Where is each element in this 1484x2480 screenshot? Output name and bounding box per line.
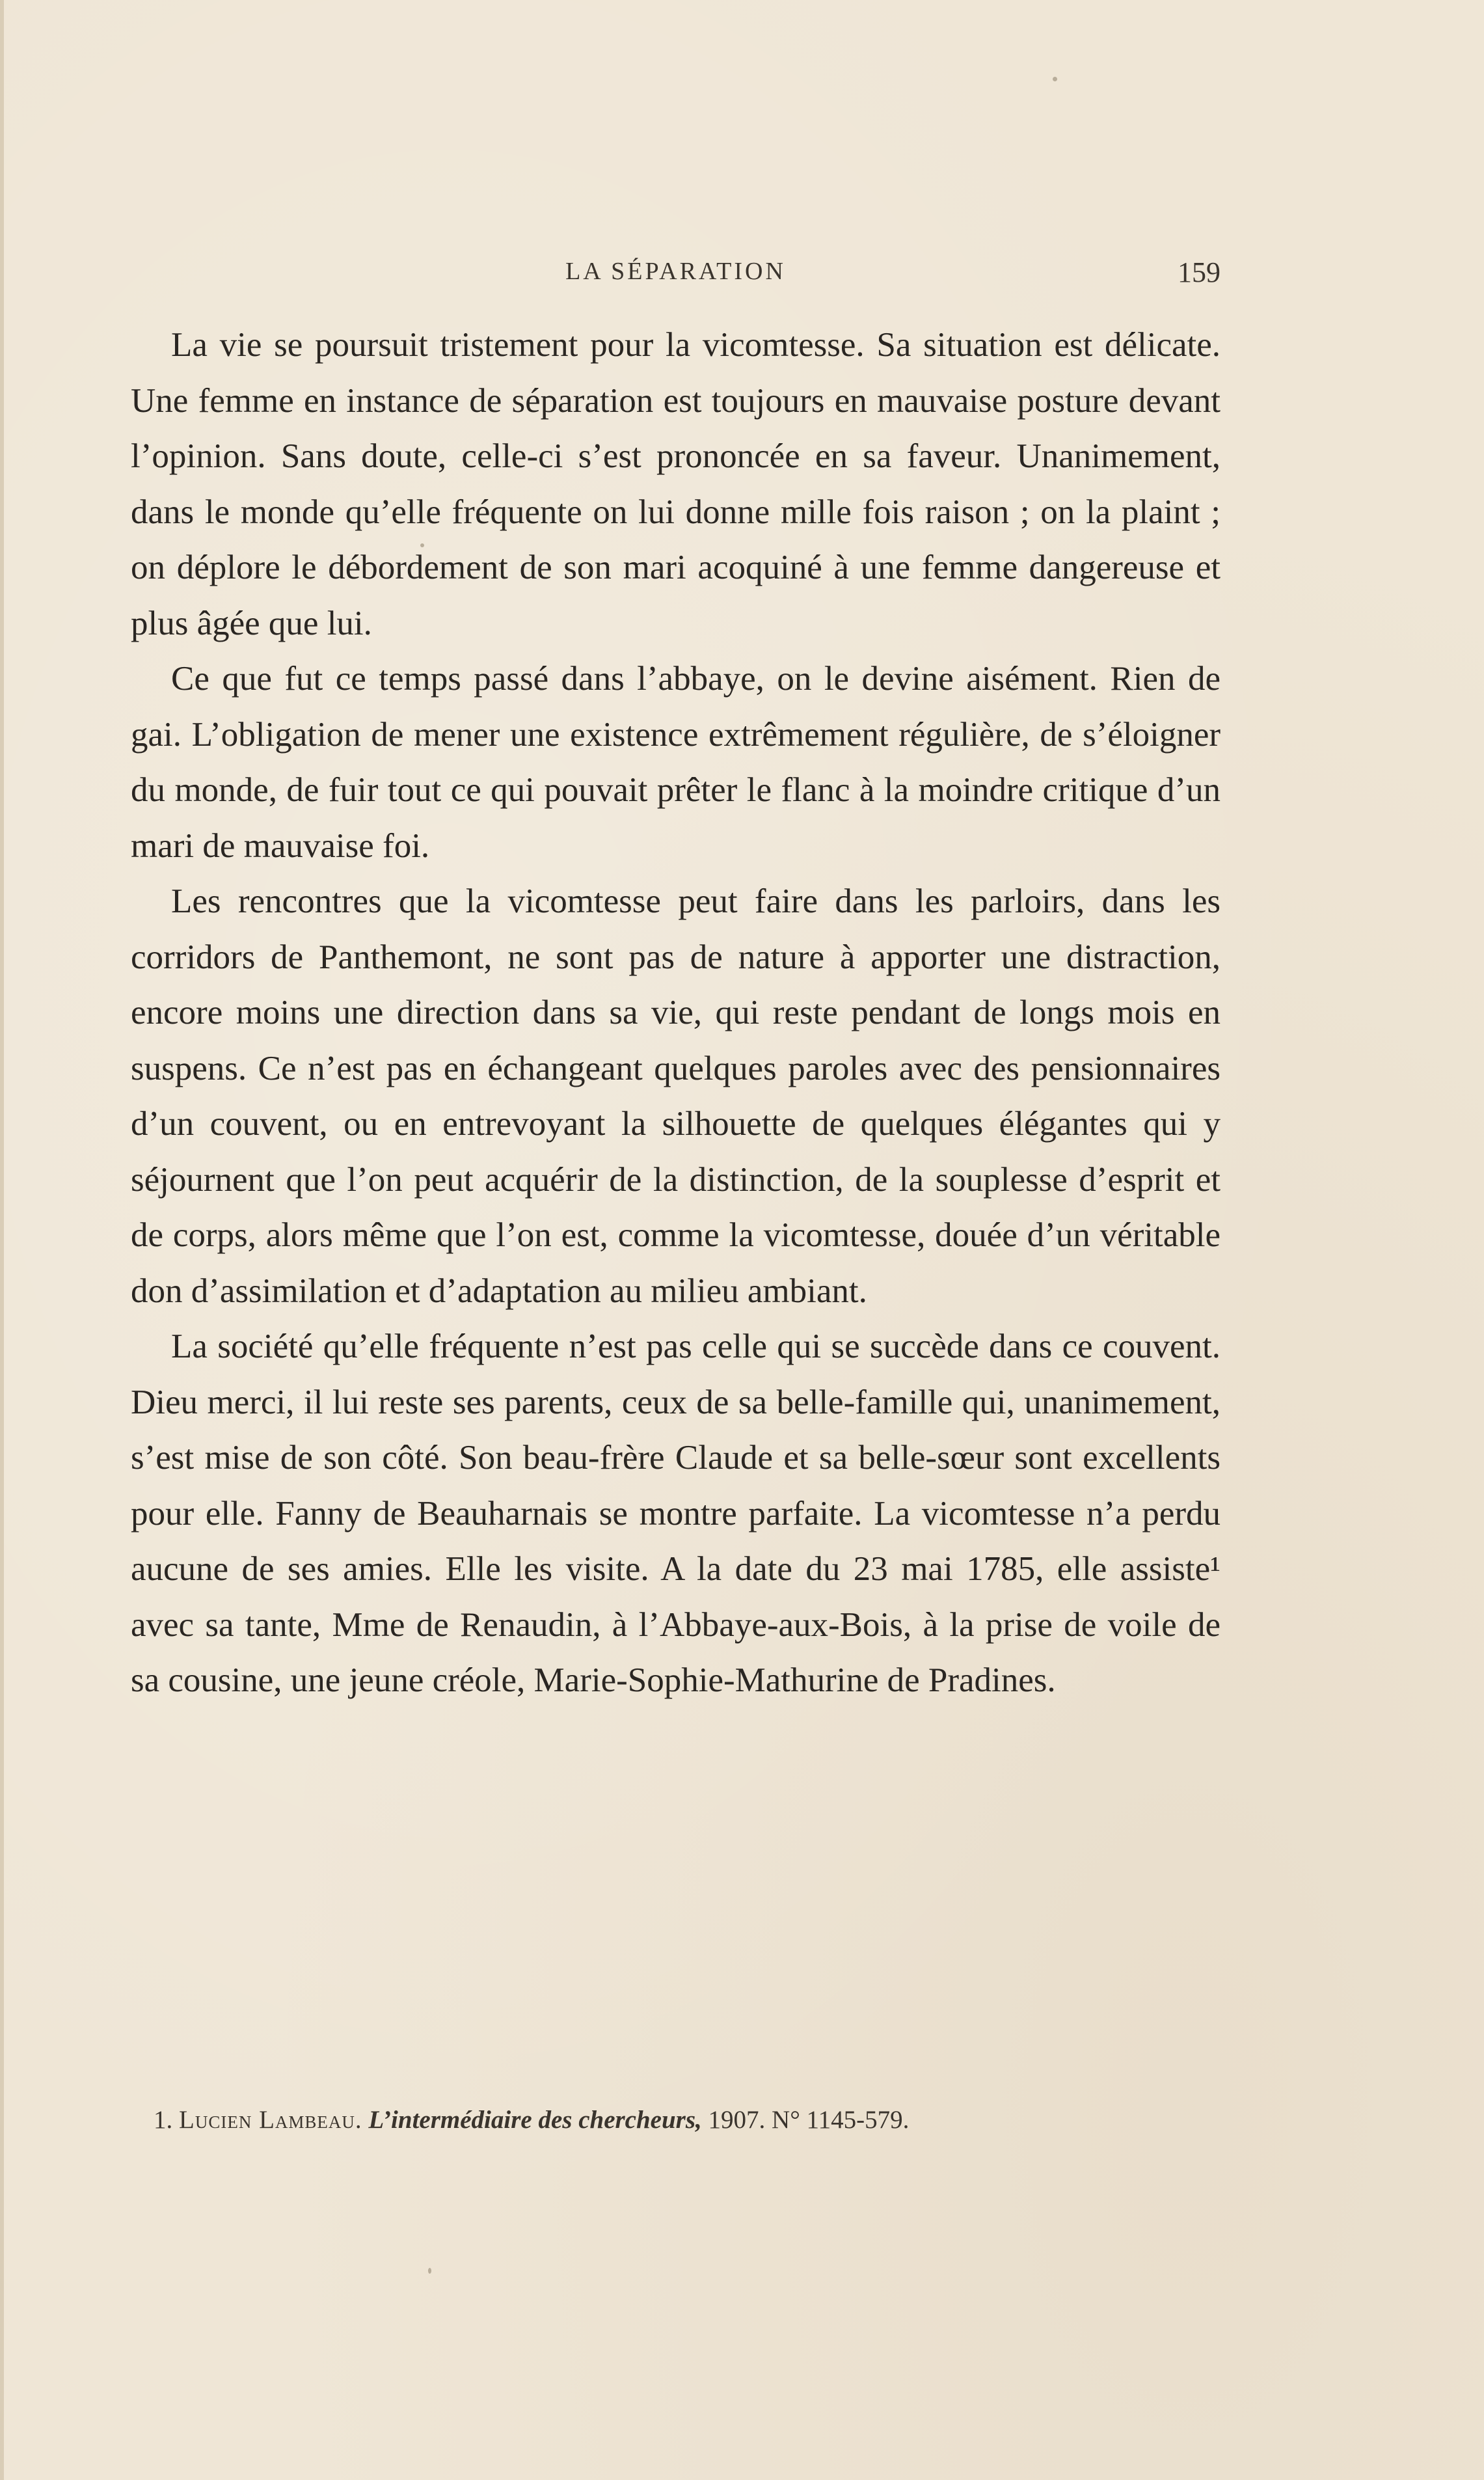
page-header xyxy=(131,257,1221,296)
running-title: LA SÉPARATION xyxy=(565,258,786,285)
body-text xyxy=(131,318,1221,1709)
paragraph: Les rencontres que la vicomtesse peut faire dans les parloirs, dans les corridors de Panthemont, ne sont pas de nature à apporter une distraction, encore moins une direction dans sa vie, qui reste pendant de longs mois en suspens. Ce n’est pas en échangeant quelques paroles avec des pensionnaires d’un couvent, ou en entrevoyant la silhouette de quelques élégantes qui y séjournent que l’on peut acquérir de la distinction, de la souplesse d’esprit et de corps, alors même que l’on est, comme la vicomtesse, douée d’un véritable don d’assimilation et d’adaptation au milieu ambiant. xyxy=(131,882,1221,1310)
paragraph: La vie se poursuit tristement pour la vicomtesse. Sa situation est délicate. Une femme en instance de séparation est toujours en mauvaise posture devant l’opinion. Sans doute, celle-ci s’est prononcée en sa faveur. Unanimement, dans le monde qu’elle fréquente on lui donne mille fois raison ; on la plaint ; on déplore le débordement de son mari acoquiné à une femme dangereuse et plus âgée que lui. xyxy=(131,326,1221,642)
paragraph: La société qu’elle fréquente n’est pas celle qui se succède dans ce couvent. Dieu merci, il lui reste ses parents, ceux de sa belle-famille qui, unanimement, s’est mise de son côté. Son beau-frère Claude et sa belle-sœur sont excellents pour elle. Fanny de Beauharnais se montre parfaite. La vicomtesse n’a perdu aucune de ses amies. Elle les visite. A la date du 23 mai 1785, elle assiste¹ avec sa tante, Mme de Renaudin, à l’Abbaye-aux-Bois, à la prise de voile de sa cousine, une jeune créole, Marie-Sophie-Mathurine de Pradines. xyxy=(131,1328,1221,1699)
paper-speck xyxy=(1053,77,1057,81)
footnote-author: Lucien Lambeau. xyxy=(179,2106,362,2134)
paragraph: Ce que fut ce temps passé dans l’abbaye, on le devine aisément. Rien de gai. L’obligation de mener une existence extrêmement régulière, de s’éloigner du monde, de fuir tout ce qui pouvait prêter le flanc à la moindre critique d’un mari de mauvaise foi. xyxy=(131,660,1221,865)
footnote-details: 1907. N° 1145-579. xyxy=(708,2106,910,2134)
footnote-work: L’intermédiaire des chercheurs, xyxy=(368,2106,702,2134)
page-number: 159 xyxy=(1178,256,1221,288)
footnote-number: 1. xyxy=(154,2106,173,2134)
footnote xyxy=(154,2105,1221,2134)
paper-speck xyxy=(428,2268,431,2274)
